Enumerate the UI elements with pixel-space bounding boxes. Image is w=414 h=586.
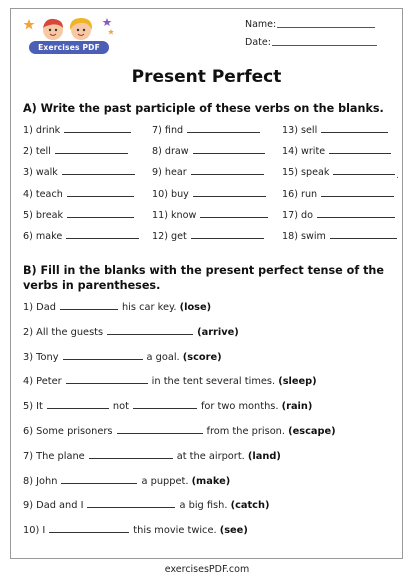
verb-label: 9) hear — [152, 167, 187, 179]
verb-item — [152, 146, 265, 157]
sentence-start: 6) Some prisoners — [23, 426, 113, 437]
answer-blank[interactable] — [321, 195, 394, 197]
verb-hint: (score) — [182, 351, 222, 363]
verb-label: 3) walk — [23, 167, 58, 179]
verb-hint: (see) — [219, 525, 248, 537]
date-field[interactable] — [245, 37, 377, 48]
name-label: Name: — [245, 19, 277, 30]
answer-blank[interactable] — [193, 152, 266, 154]
sentence-end: this movie twice. — [133, 525, 220, 537]
worksheet — [10, 8, 403, 559]
answer-blank[interactable] — [49, 531, 129, 533]
sentence-end: at the airport. — [176, 450, 248, 462]
sentence-start: 10) I — [23, 525, 46, 537]
verb-label: 13) sell — [282, 125, 318, 136]
verb-item — [282, 167, 395, 178]
verb-label: 17) do — [282, 209, 313, 221]
verb-item — [152, 231, 264, 242]
sentence-item — [23, 327, 239, 338]
verb-item — [282, 210, 395, 221]
sentence-item — [23, 525, 248, 536]
verb-hint: (escape) — [288, 426, 336, 437]
answer-blank[interactable] — [62, 173, 135, 175]
verb-hint: (make) — [191, 475, 231, 487]
sentence-end: a goal. — [146, 351, 183, 363]
verb-item — [23, 231, 139, 242]
verb-label: 7) find — [152, 125, 184, 136]
answer-blank[interactable] — [64, 131, 131, 133]
answer-blank[interactable] — [317, 216, 395, 218]
verb-item — [23, 210, 134, 221]
answer-blank[interactable] — [200, 216, 267, 218]
sentence-start: 5) It — [23, 401, 43, 413]
answer-blank[interactable] — [321, 131, 388, 133]
verb-label: 12) get — [152, 231, 187, 242]
verb-item — [23, 125, 131, 136]
verb-item — [282, 146, 391, 157]
answer-blank[interactable] — [191, 237, 264, 239]
date-blank[interactable] — [272, 45, 377, 46]
sentence-end: a big fish. — [179, 500, 231, 512]
sentence-start: 1) Dad — [23, 302, 56, 313]
verb-hint: (sleep) — [278, 376, 317, 388]
verb-hint: (land) — [247, 450, 281, 462]
answer-blank[interactable] — [66, 382, 148, 384]
sentence-start: 3) Tony — [23, 351, 59, 363]
verb-label: 16) run — [282, 188, 318, 200]
answer-blank[interactable] — [63, 358, 143, 360]
verb-label: 11) know — [152, 209, 197, 221]
verb-label: 8) draw — [152, 146, 189, 158]
sentence-end: for two months. — [200, 401, 282, 413]
sentence-start: 7) The plane — [23, 450, 85, 462]
verb-item — [282, 189, 394, 200]
answer-blank[interactable] — [87, 506, 175, 508]
sentence-start: 4) Peter — [23, 376, 62, 388]
sentence-item — [23, 500, 269, 511]
verb-hint: (rain) — [281, 401, 313, 413]
answer-blank[interactable] — [60, 308, 118, 310]
verb-item — [282, 231, 397, 242]
answer-blank[interactable] — [55, 152, 128, 154]
date-label: Date: — [245, 37, 271, 48]
sentence-end: his car key. — [121, 302, 180, 313]
answer-blank[interactable] — [191, 173, 264, 175]
sentence-item — [23, 376, 317, 387]
sentence-start: 8) John — [23, 475, 58, 487]
sentence-end: in the tent several times. — [151, 376, 279, 388]
answer-blank[interactable] — [47, 407, 109, 409]
verb-label: 14) write — [282, 146, 326, 158]
section-a-instruction: A) Write the past participle of these verbs on the blanks. — [23, 102, 384, 115]
sentence-item — [23, 451, 281, 462]
sentence-item — [23, 426, 336, 437]
answer-blank[interactable] — [330, 237, 397, 239]
sentence-item — [23, 401, 312, 412]
verb-item — [152, 167, 264, 178]
verb-hint: (lose) — [179, 302, 212, 313]
answer-blank[interactable] — [187, 131, 260, 133]
verb-hint: (arrive) — [197, 326, 239, 338]
sentence-end: a puppet. — [141, 475, 192, 487]
answer-blank[interactable] — [67, 216, 134, 218]
verb-item — [152, 210, 268, 221]
verb-item — [152, 189, 266, 200]
verb-label: 4) teach — [23, 188, 63, 200]
answer-blank[interactable] — [89, 457, 173, 459]
stray-mark: . — [396, 171, 399, 181]
sentence-start: 2) All the guests — [23, 326, 104, 338]
verb-label: 2) tell — [23, 146, 51, 158]
name-field[interactable] — [245, 19, 375, 30]
page-title: Present Perfect — [131, 67, 282, 87]
verb-item — [152, 125, 260, 136]
section-b-instruction: B) Fill in the blanks with the present perfect tense of the verbs in parentheses. — [23, 264, 384, 292]
verb-item — [23, 189, 134, 200]
sentence-item — [23, 302, 211, 313]
verb-item — [23, 146, 128, 157]
verb-label: 1) drink — [23, 125, 61, 136]
answer-blank[interactable] — [193, 195, 266, 197]
verb-item — [23, 167, 135, 178]
name-blank[interactable] — [277, 27, 375, 28]
answer-blank[interactable] — [107, 333, 193, 335]
verb-label: 10) buy — [152, 188, 189, 200]
logo — [23, 15, 115, 59]
answer-blank[interactable] — [66, 237, 139, 239]
sentence-start: 9) Dad and I — [23, 500, 84, 512]
footer: exercisesPDF.com — [164, 564, 250, 575]
verb-hint: (catch) — [230, 500, 270, 512]
sentence-middle: not — [112, 401, 129, 413]
verb-label: 18) swim — [282, 231, 326, 242]
answer-blank[interactable] — [333, 173, 395, 175]
answer-blank[interactable] — [329, 152, 391, 154]
verb-label: 5) break — [23, 209, 64, 221]
logo-text: Exercises PDF — [29, 41, 109, 54]
answer-blank[interactable] — [133, 407, 197, 409]
answer-blank[interactable] — [61, 482, 137, 484]
verb-item — [282, 125, 388, 136]
sentence-end: from the prison. — [206, 426, 289, 437]
sentence-item — [23, 476, 230, 487]
verb-label: 15) speak — [282, 167, 330, 179]
sentence-item — [23, 352, 222, 363]
answer-blank[interactable] — [67, 195, 134, 197]
answer-blank[interactable] — [117, 432, 203, 434]
verb-label: 6) make — [23, 231, 63, 242]
